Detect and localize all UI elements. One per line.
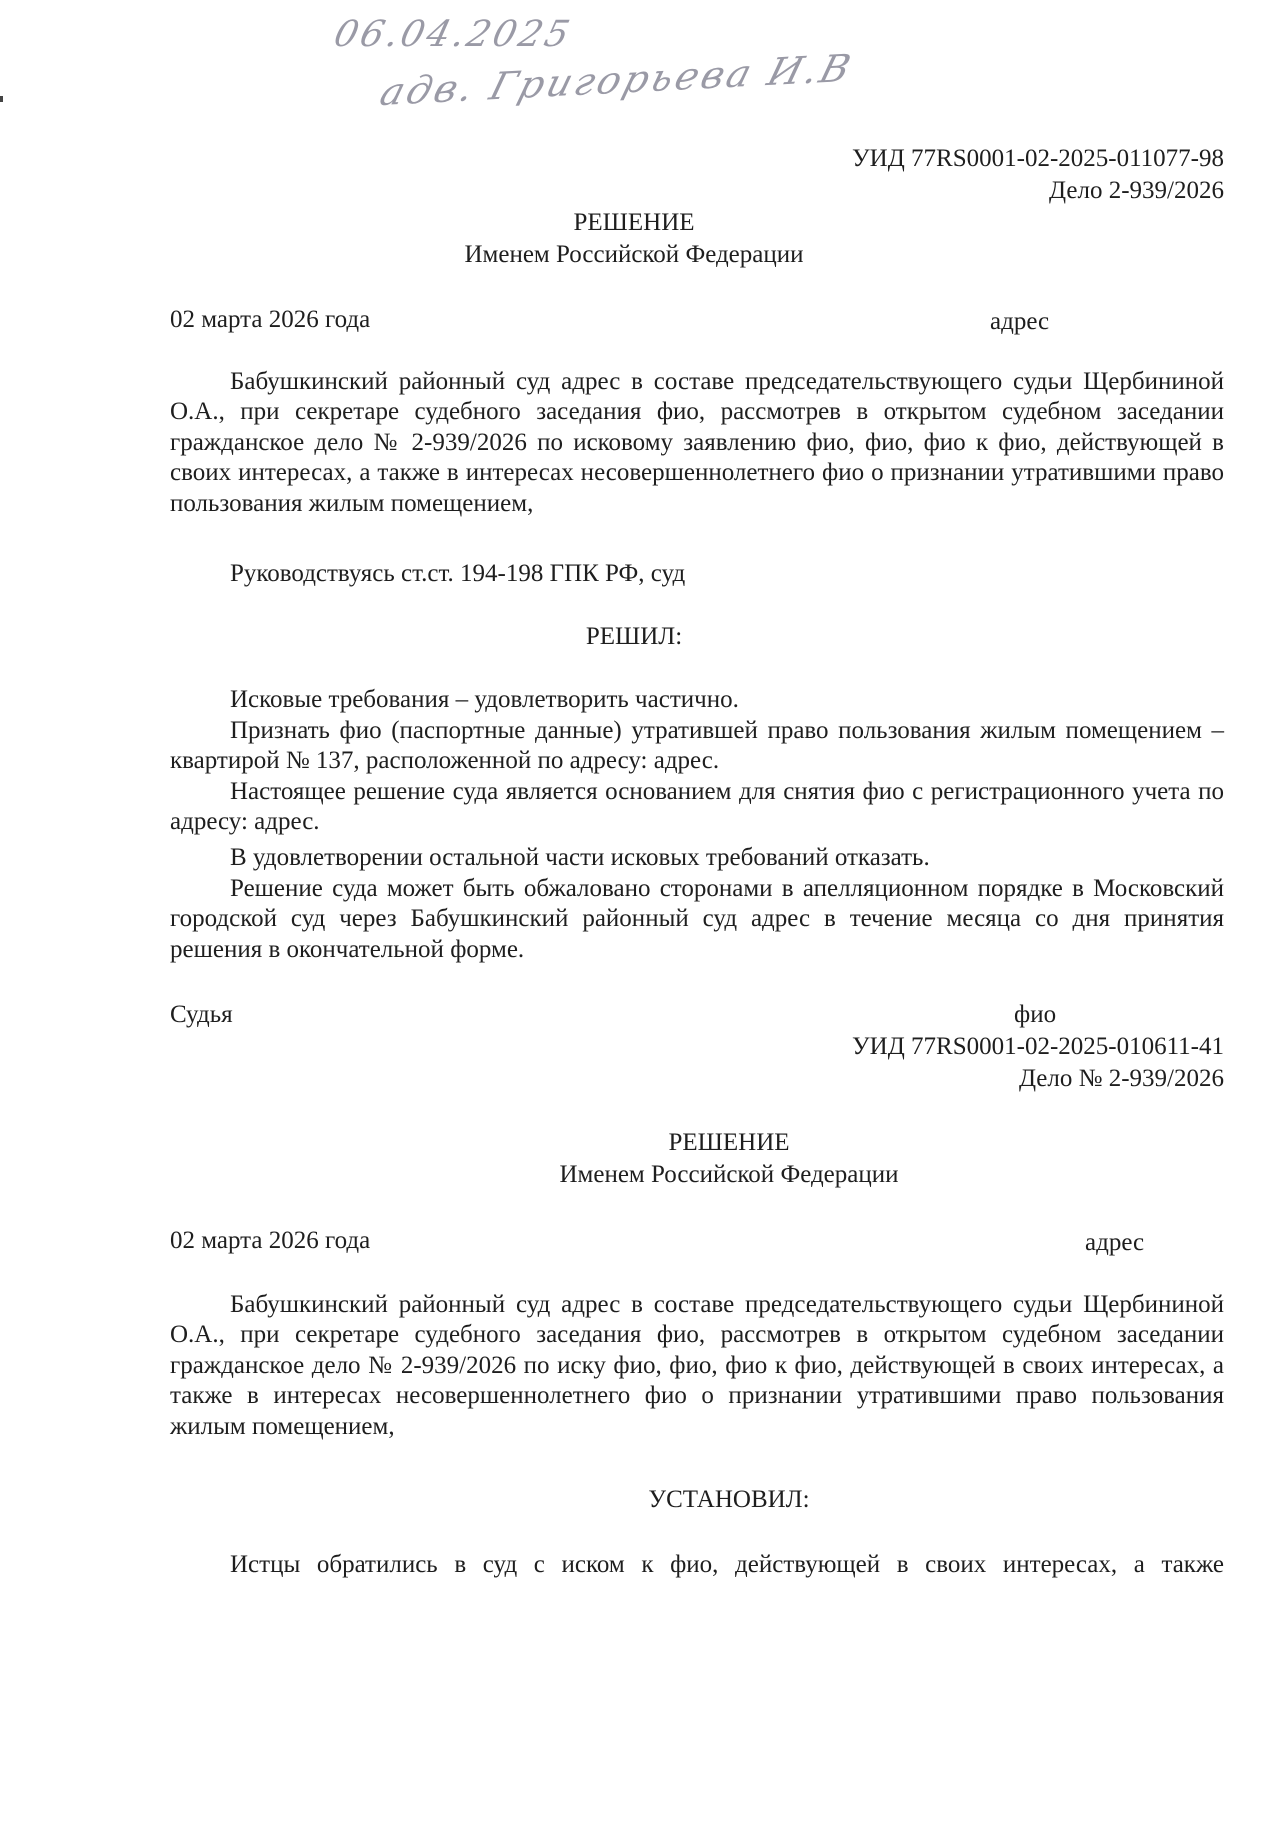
doc2-place: адрес <box>1085 1229 1145 1256</box>
doc1-title: РЕШЕНИЕ <box>573 209 695 236</box>
doc1-guided-by: Руководствуясь ст.ст. 194-198 ГПК РФ, суд <box>230 560 686 587</box>
doc1-operative-1: Исковые требования – удовлетворить частично. <box>230 686 739 713</box>
doc1-subtitle: Именем Российской Федерации <box>464 241 804 268</box>
doc2-subtitle: Именем Российской Федерации <box>559 1161 899 1188</box>
doc2-intro-paragraph: Бабушкинский районный суд адрес в составе председательствующего судьи Щербининой О.А., при секретаре судебного заседания фио, рассмотрев в открытом судебном заседании гражданское дело № 2-939/2026 по иску фио, фио, фио к фио, действующей в своих интересах, а также в интересах несовершеннолетнего фио о признании утратившими право пользования жилым помещением, <box>170 1291 1224 1440</box>
doc2-case-number: Дело № 2-939/2026 <box>1018 1065 1224 1092</box>
doc2-body-start: Истцы обратились в суд с иском к фио, действующей в своих интересах, а также <box>230 1551 1224 1578</box>
doc1-operative-5: Решение суда может быть обжаловано сторонами в апелляционном порядке в Московский городской суд через Бабушкинский районный суд адрес в течение месяца со дня принятия решения в окончательной форме. <box>170 875 1224 963</box>
doc1-case-number: Дело 2-939/2026 <box>1049 177 1224 204</box>
handwritten-date: 06.04.2025 <box>329 14 577 55</box>
doc2-established-heading: УСТАНОВИЛ: <box>648 1486 810 1513</box>
doc1-date: 02 марта 2026 года <box>170 306 371 333</box>
doc1-place: адрес <box>990 308 1050 335</box>
doc1-operative-4: В удовлетворении остальной части исковых требований отказать. <box>230 844 930 871</box>
doc1-decided-heading: РЕШИЛ: <box>585 623 683 650</box>
doc2-uid: УИД 77RS0001-02-2025-010611-41 <box>851 1033 1224 1060</box>
handwritten-note: адв. Григорьева И.В <box>375 45 859 115</box>
doc2-date: 02 марта 2026 года <box>170 1227 371 1254</box>
doc1-intro-paragraph: Бабушкинский районный суд адрес в составе председательствующего судьи Щербининой О.А., при секретаре судебного заседания фио, рассмотрев в открытом судебном заседании гражданское дело № 2-939/2026 по исковому заявлению фио, фио, фио к фио, действующей в своих интересах, а также в интересах несовершеннолетнего фио о признании утратившими право пользования жилым помещением, <box>170 368 1224 517</box>
doc1-judge-name: фио <box>1014 1001 1057 1028</box>
doc1-uid: УИД 77RS0001-02-2025-011077-98 <box>851 145 1224 172</box>
doc1-operative-2: Признать фио (паспортные данные) утратившей право пользования жилым помещением – квартирой № 137, расположенной по адресу: адрес. <box>170 717 1224 775</box>
doc2-title: РЕШЕНИЕ <box>668 1129 790 1156</box>
doc1-judge-label: Судья <box>170 1001 233 1028</box>
margin-mark <box>0 96 3 102</box>
doc1-operative-3: Настоящее решение суда является основанием для снятия фио с регистрационного учета по адресу: адрес. <box>170 778 1224 836</box>
